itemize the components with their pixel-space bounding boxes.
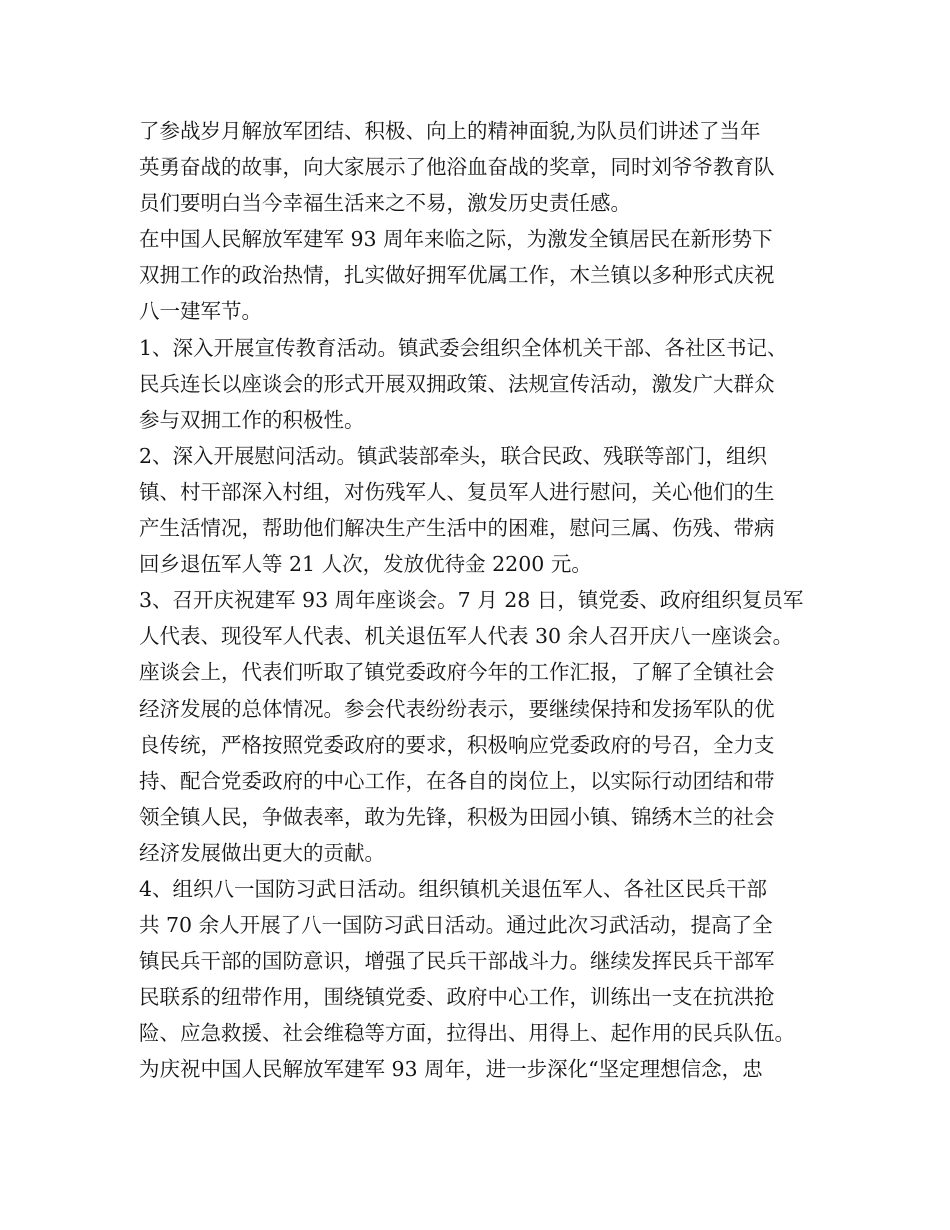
text-line: 共 70 余人开展了八一国防习武日活动。通过此次习武活动，提高了全 — [139, 913, 773, 938]
text-line: 3、召开庆祝建军 93 周年座谈会。7 月 28 日，镇党委、政府组织复员军 — [139, 588, 804, 613]
text-line: 为庆祝中国人民解放军建军 93 周年，进一步深化“坚定理想信念，忠 — [139, 1057, 763, 1082]
text-line: 经济发展的总体情况。参会代表纷纷表示，要继续保持和发扬军队的优 — [139, 696, 775, 721]
text-line: 1、深入开展宣传教育活动。镇武委会组织全体机关干部、各社区书记、 — [139, 335, 788, 360]
text-line: 经济发展做出更大的贡献。 — [139, 840, 385, 865]
text-line: 回乡退伍军人等 21 人次，发放优待金 2200 元。 — [139, 552, 592, 577]
text-line: 民联系的纽带作用，围绕镇党委、政府中心工作，训练出一支在抗洪抢 — [139, 985, 775, 1010]
text-line: 了参战岁月解放军团结、积极、向上的精神面貌,为队员们讲述了当年 — [139, 119, 761, 143]
text-line: 参与双拥工作的积极性。 — [139, 407, 365, 432]
text-line: 民兵连长以座谈会的形式开展双拥政策、法规宣传活动，激发广大群众 — [139, 371, 775, 396]
text-line: 2、深入开展慰问活动。镇武装部牵头，联合民政、残联等部门，组织 — [139, 443, 768, 468]
text-line: 双拥工作的政治热情，扎实做好拥军优属工作，木兰镇以多种形式庆祝 — [139, 263, 775, 288]
text-line: 八一建军节。 — [139, 299, 262, 324]
text-line: 险、应急救援、社会维稳等方面，拉得出、用得上、起作用的民兵队伍。 — [139, 1021, 795, 1046]
text-line: 良传统，严格按照党委政府的要求，积极响应党委政府的号召，全力支 — [139, 732, 775, 757]
text-line: 4、组织八一国防习武日活动。组织镇机关退伍军人、各社区民兵干部 — [139, 876, 768, 901]
text-line: 镇民兵干部的国防意识，增强了民兵干部战斗力。继续发挥民兵干部军 — [139, 949, 775, 974]
document-body — [139, 113, 819, 1088]
text-line: 持、配合党委政府的中心工作，在各自的岗位上，以实际行动团结和带 — [139, 768, 775, 793]
text-line: 员们要明白当今幸福生活来之不易，激发历史责任感。 — [139, 191, 631, 216]
text-line: 英勇奋战的故事，向大家展示了他浴血奋战的奖章，同时刘爷爷教育队 — [139, 155, 775, 180]
text-line: 镇、村干部深入村组，对伤残军人、复员军人进行慰问，关心他们的生 — [139, 479, 775, 504]
text-line: 人代表、现役军人代表、机关退伍军人代表 30 余人召开庆八一座谈会。 — [139, 624, 794, 649]
text-line: 产生活情况，帮助他们解决生产生活中的困难，慰问三属、伤残、带病 — [139, 516, 775, 541]
text-line: 在中国人民解放军建军 93 周年来临之际，为激发全镇居民在新形势下 — [139, 227, 773, 252]
text-line: 座谈会上，代表们听取了镇党委政府今年的工作汇报，了解了全镇社会 — [139, 660, 775, 685]
text-line: 领全镇人民，争做表率，敢为先锋，积极为田园小镇、锦绣木兰的社会 — [139, 804, 775, 829]
